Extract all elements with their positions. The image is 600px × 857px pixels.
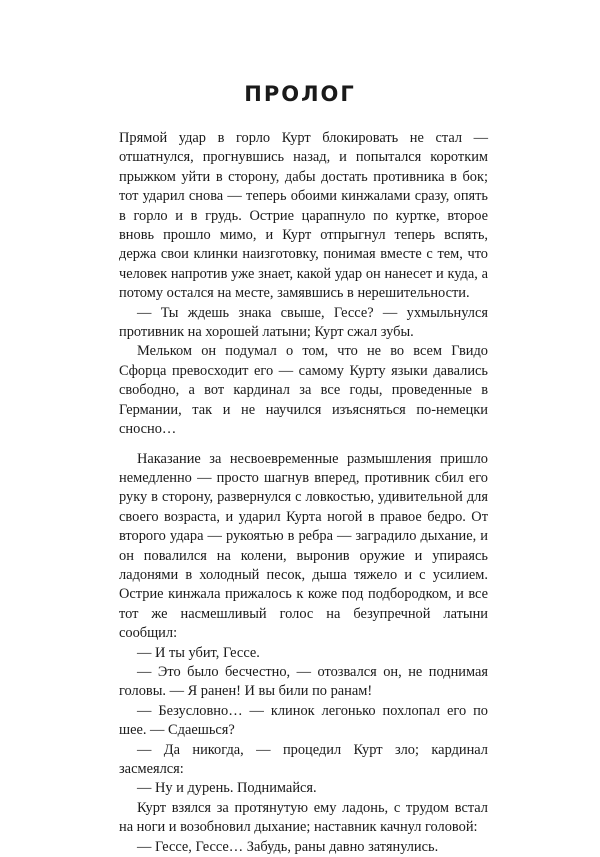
paragraph-5: — И ты убит, Гессе.: [137, 644, 260, 661]
paragraph-1: Прямой удар в горло Курт блокировать не стал — отшатнулся, прогнувшись назад, и попытался коротким прыжком уйти в сторону, дабы достать противника в бок; тот ударил снова — теперь обоими кинжалами сразу, опять в горло и в грудь. Острие царапнуло по куртке, второе вновь прошло мимо, и Курт отпрыгнул теперь вспять, держа свои клинки наизготовку, понимая вместе с тем, что человек напротив уже знает, какой удар он нанесет и куда, а потому остался на месте, замявшись в нерешительности.: [119, 130, 488, 302]
paragraph-6: — Это было бесчестно, — отозвался он, не поднимая головы. — Я ранен! И вы били по ранам!: [119, 663, 488, 700]
paragraph-11: — Гессе, Гессе… Забудь, раны давно затянулись.: [137, 838, 439, 855]
paragraph-7: — Безусловно… — клинок легонько похлопал его по шее. — Сдаешься?: [119, 702, 488, 739]
paragraph-2: — Ты ждешь знака свыше, Гессе? — ухмыльнулся противник на хорошей латыни; Курт сжал зубы.: [119, 304, 488, 341]
paragraph-3: Мельком он подумал о том, что не во всем Гвидо Сфорца превосходит его — самому Курту языки давались свободно, а вот кардинал за все годы, проведенные в Германии, так и не научился изъясняться по-немецки сносно…: [119, 343, 488, 438]
paragraph-9: — Ну и дурень. Поднимайся.: [137, 780, 317, 797]
paragraph-8: — Да никогда, — процедил Курт зло; кардинал засмеялся:: [119, 741, 488, 777]
paragraph-4: Наказание за несвоевременные размышления пришло немедленно — просто шагнув вперед, противник сбил его руку в сторону, развернулся с ловкостью, удивительной для своего возраста, и ударил Курта ногой в правое бедро. От второго удара — рукоятью в ребра — заградило дыхание, и он повалился на колени, выронив оружие и упираясь ладонями в холодный песок, дыша тяжело и с усилием. Острие кинжала прижалось к коже под подбородком, и все тот же насмешливый голос на безупречной латыни сообщил:: [119, 450, 488, 642]
paragraph-10: Курт взялся за протянутую ему ладонь, с трудом встал на ноги и возобновил дыхание; наставник качнул головой:: [119, 799, 488, 836]
chapter-body: [119, 129, 488, 857]
chapter-title: ПРОЛОГ: [244, 82, 356, 106]
